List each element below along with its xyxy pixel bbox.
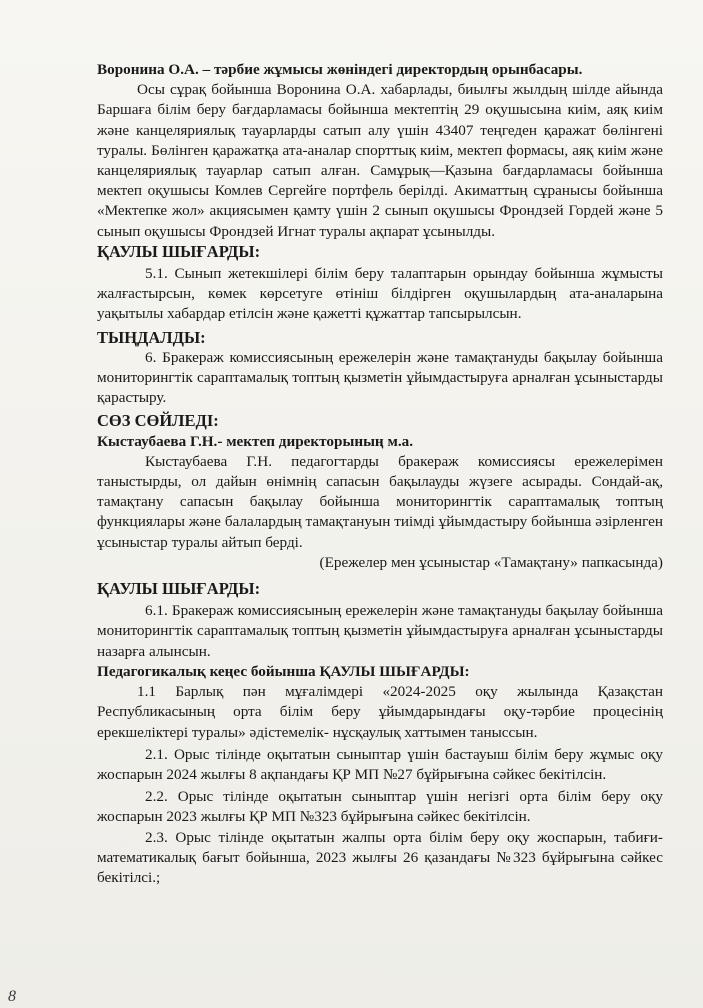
council-item: 2.2. Орыс тілінде оқытатын сыныптар үшін негізгі орта білім беру оқу жоспарын 2023 жылғы ҚР МП №323 бұйрығына сәйкес бекітілсін. [97, 788, 663, 826]
heard-item: 6. Бракераж комиссиясының ережелерін және тамақтануды бақылау бойынша мониторингтік сараптамалық топтың қызметін ұйымдастыруға арналған ұсыныстарды қарастыру. [97, 348, 663, 407]
spoke-heading: СӨЗ СӨЙЛЕДІ: [97, 411, 219, 431]
decision2-heading: ҚАУЛЫ ШЫҒАРДЫ: [97, 579, 261, 599]
heard-heading: ТЫҢДАЛДЫ: [97, 327, 206, 347]
council-item: 2.1. Орыс тілінде оқытатын сыныптар үшін бастауыш білім беру жұмыс оқу жоспарын 2024 жылғы 8 ақпандағы ҚР МП №27 бұйрығына сәйкес бекітілсін. [97, 745, 663, 783]
speaker-report: Осы сұрақ бойынша Воронина О.А. хабарлады, биылғы жылдың шілде айында Баршаға білім беру бағдарламасы бойынша мектептің 29 оқушысына киім, аяқ киім және канцеляриялық тауарларды сатып алу үшін 43407 теңгеден қаражат бөлінгені туралы. Бөлінген қаражатқа ата-аналар спорттық киім, мектеп формасы, аяқ киім және канцеляриялық тауарлар сатып алған. Самұрық—Қазына бағдарламасы бойынша мектеп оқушысы Комлев Сергейге портфель берілді. Акиматтың сұранысы бойынша «Мектепке жол» акциясымен қамту үшін 2 сынып оқушысы Фрондзей Гордей және 5 сынып оқушысы Фрондзей Игнат туралы ақпарат ұсынылды. [97, 81, 663, 240]
council-item: 1.1 Барлық пән мұғалімдері «2024-2025 оқу жылында Қазақстан Республикасының орта білім беру ұйымдарындағы оқу-тәрбие процесінің ерекшеліктері туралы» әдістемелік- нұсқаулық хаттымен таныссын. [97, 683, 663, 741]
speaker-header: Воронина О.А. – тәрбие жұмысы жөніндегі директордың орынбасары. [97, 61, 583, 78]
decision-heading: ҚАУЛЫ ШЫҒАРДЫ: [97, 241, 261, 261]
council-item: 2.3. Орыс тілінде оқытатын жалпы орта білім беру оқу жоспарын, табиғи-математикалық бағыт бойынша, 2023 жылғы 26 қазандағы №323 бұйрығына сәйкес бекітілсі.; [97, 828, 663, 886]
page-number: 8 [8, 988, 16, 1005]
decision-item: 5.1. Сынып жетекшілері білім беру талаптарын орындау бойынша жұмысты жалғастырсын, көмек көрсетуге өтініш білдірген оқушылардың ата-аналарына уақытылы хабардар етілсін және қажетті құжаттар тапсырылсын. [97, 265, 663, 323]
council-heading: Педагогикалық кеңес бойынша ҚАУЛЫ ШЫҒАРДЫ: [97, 662, 470, 680]
spoke-note: (Ережелер мен ұсыныстар «Тамақтану» папкасында) [319, 553, 663, 571]
document-body [97, 60, 663, 888]
spoke-speaker: Кыстаубаева Г.Н.- мектеп директорының м.а. [97, 432, 414, 450]
spoke-text: Кыстаубаева Г.Н. педагогтарды бракераж комиссиясы ережелерімен таныстырды, ол дайын өнімнің сапасын бақылауды жүзеге асырады. Сондай-ақ, тамақтану сапасын бақылау бойынша мониторингтік сараптамалық топтың функциялары және балалардың тамақтануын тиімді ұйымдастыру бойынша әзірленген ұсыныстар туралы айтып берді. [97, 452, 663, 551]
decision2-item: 6.1. Бракераж комиссиясының ережелерін және тамақтануды бақылау бойынша мониторингтік сараптамалық топтың қызметін ұйымдастыруға арналған ұсыныстарды назарға алынсын. [97, 602, 663, 660]
